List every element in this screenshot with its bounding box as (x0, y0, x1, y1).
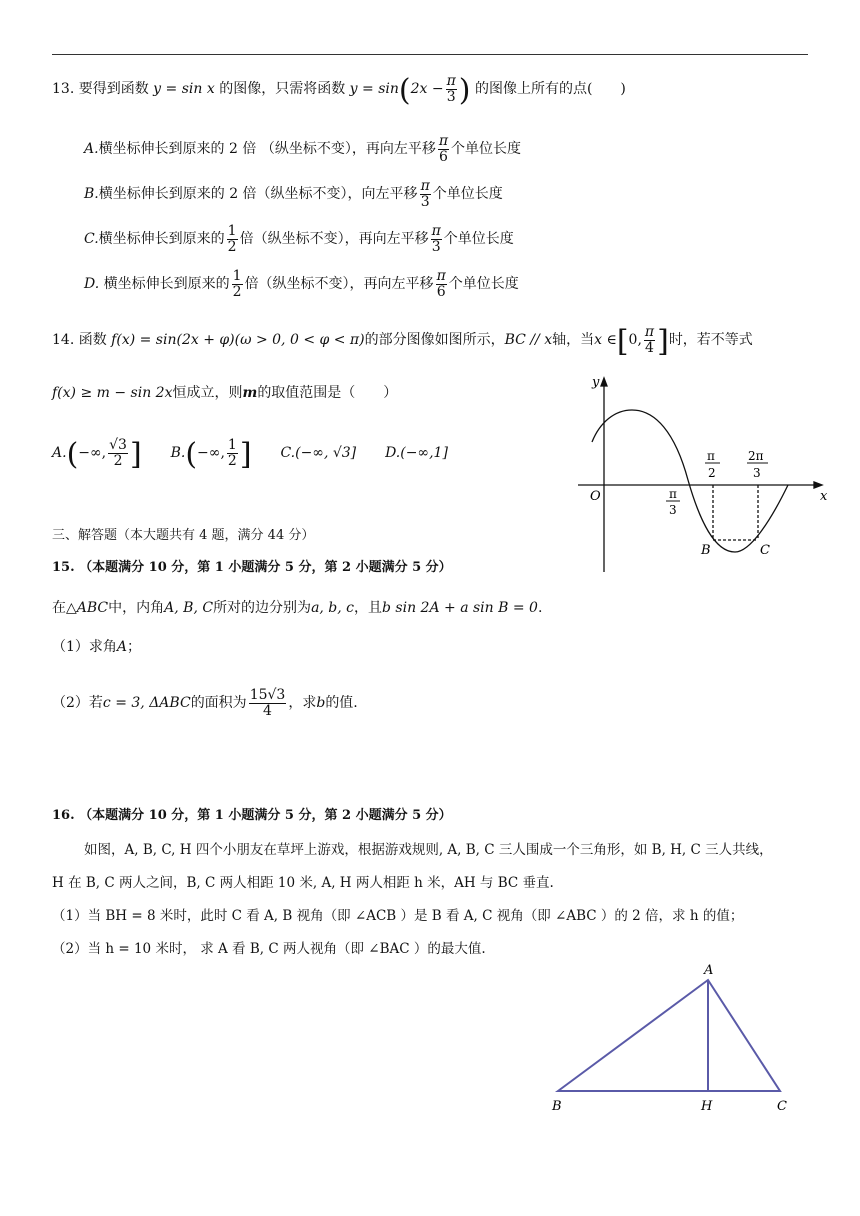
fraction-den: 2 (113, 452, 123, 469)
bracket-right: ] (239, 437, 252, 473)
option-c: C.(−∞, √3] (280, 445, 357, 462)
fraction-num: π (446, 73, 456, 89)
q13-option-b (84, 179, 503, 209)
q13-text: 要得到函数 (78, 81, 149, 98)
bracket-left: [ (616, 324, 629, 360)
tick-2pi-3-num: 2π (748, 449, 764, 463)
q14-bc: BC // x (504, 332, 553, 349)
fraction-num: √3 (109, 437, 127, 453)
option-text: 个单位长度 (451, 141, 522, 158)
bracket-right: ] (657, 324, 669, 360)
q13-text: 的图像，只需将函数 (219, 81, 346, 98)
q14-stem-line1 (52, 324, 753, 360)
q14-graph (570, 372, 840, 582)
q15-text: ； (127, 639, 142, 655)
q16-triangle-figure (548, 958, 798, 1118)
q15-text: 中，内角 (108, 600, 165, 616)
axis-y-label: y (592, 375, 600, 390)
q15-equation: b sin 2A + a sin B = 0 (382, 600, 538, 616)
fraction-den: 4 (645, 339, 654, 356)
fraction (420, 179, 431, 209)
q13-formula-1: y = sin x (153, 81, 215, 98)
option-label: B. (84, 186, 99, 203)
tick-pi-2-den: 2 (708, 466, 716, 480)
option-text: 倍（纵坐标不变），再向左平移 (244, 276, 434, 293)
option-d: D.(−∞,1] (385, 445, 448, 462)
option-text: 横坐标伸长到原来的 (99, 276, 230, 293)
q14-text: 轴，当 (552, 332, 595, 349)
fraction-num: π (436, 268, 446, 284)
fraction (108, 438, 128, 468)
option-text: 横坐标伸长到原来的 2 倍 （纵坐标不变），再向左平移 (98, 141, 436, 158)
q16-line2: H 在 B, C 两人之间，B, C 两人相距 10 米, A, H 两人相距 h 米，AH 与 BC 垂直. (52, 875, 554, 891)
q13-formula-2: y = sin (349, 81, 399, 98)
fraction (438, 134, 449, 164)
option-label: D. (84, 276, 100, 293)
tick-pi-2-num: π (707, 449, 715, 463)
q15-sides: a, b, c (311, 600, 355, 616)
q15-part2 (52, 688, 358, 718)
q13-option-d (84, 269, 519, 299)
fraction (227, 438, 238, 468)
fraction-den: 4 (263, 702, 272, 719)
fraction-den: 3 (431, 238, 441, 255)
fraction-num: 1 (232, 268, 242, 284)
vertex-c-label: C (777, 1099, 787, 1114)
q14-text: 的取值范围是（ ） (257, 385, 398, 401)
option-text: 个单位长度 (432, 186, 503, 203)
q13-text: 的图像上所有的点( ) (474, 81, 626, 98)
option-label: A. (84, 141, 99, 158)
option-text: 个单位长度 (448, 276, 519, 293)
q13-formula-2-inner: 2x − (410, 81, 444, 98)
option-text: −∞, (78, 445, 107, 462)
fraction (644, 325, 655, 355)
foot-h-label: H (701, 1099, 713, 1114)
origin-label: O (590, 489, 601, 504)
q15-condition: c = 3, ΔABC (102, 695, 191, 712)
q15-text: （1）求角 (52, 639, 117, 655)
bracket-right: ] (129, 437, 142, 473)
fraction-num: π (431, 223, 441, 239)
q15-var: b (316, 695, 326, 712)
fraction-num: 15√3 (249, 687, 286, 703)
section-title: 三、解答题（本大题共有 4 题，满分 44 分） (52, 528, 315, 543)
q16-part1: （1）当 BH = 8 米时，此时 C 看 A, B 视角（即 ∠ACB ）是 B 看 A, C 视角（即 ∠ABC ）的 2 倍，求 h 的值； (52, 908, 744, 924)
q13-stem (52, 73, 626, 109)
fraction-num: 1 (227, 223, 237, 239)
q15-triangle: △ABC (66, 600, 109, 616)
paren-left: ( (185, 437, 198, 473)
triangle-abc (558, 980, 780, 1091)
q15-stem (52, 598, 542, 618)
q15-part1 (52, 637, 141, 657)
fraction (446, 74, 457, 104)
option-text: 倍（纵坐标不变），再向左平移 (239, 231, 429, 248)
option-label: C. (84, 231, 99, 248)
q13-option-c (84, 224, 514, 254)
fraction-num: π (438, 133, 449, 149)
fraction-den: 2 (232, 283, 242, 300)
fraction-den: 3 (446, 88, 456, 105)
q14-domain: x ∈ (594, 332, 617, 349)
q15-text: 在 (52, 600, 66, 616)
q15-text: 所对的边分别为 (213, 600, 312, 616)
x-axis-arrow (814, 482, 822, 488)
q15-text: 的值. (325, 695, 358, 712)
point-b-label: B (701, 543, 711, 558)
q15-text: ，求 (288, 695, 317, 712)
fraction-num: π (644, 324, 655, 340)
q14-inequality: f(x) ≥ m − sin 2x (52, 385, 173, 401)
q14-number: 14. (52, 332, 75, 349)
option-text: −∞, (197, 445, 225, 462)
fraction (232, 269, 243, 299)
q16-heading: 16. （本题满分 10 分，第 1 小题满分 5 分，第 2 小题满分 5 分） (52, 808, 452, 823)
fraction-den: 2 (227, 452, 237, 469)
q16-line1: 如图，A, B, C, H 四个小朋友在草坪上游戏，根据游戏规则, A, B, C 三人围成一个三角形，如 B, H, C 三人共线， (84, 842, 773, 858)
fraction (431, 224, 442, 254)
q15-text: （2）若 (52, 695, 103, 712)
q14-zero: 0, (628, 332, 642, 349)
option-text: 横坐标伸长到原来的 2 倍（纵坐标不变），向左平移 (98, 186, 418, 203)
option-text: 横坐标伸长到原来的 (98, 231, 225, 248)
fraction-den: 3 (420, 193, 430, 210)
axis-x-label: x (820, 489, 828, 504)
q14-m: m (242, 385, 258, 401)
fraction (227, 224, 238, 254)
vertex-b-label: B (552, 1099, 562, 1114)
fraction-num: 1 (227, 437, 237, 453)
fraction-den: 6 (436, 283, 446, 300)
fraction-den: 6 (438, 148, 448, 165)
q16-part2: （2）当 h = 10 米时， 求 A 看 B, C 两人视角（即 ∠BAC ）的最大值. (52, 941, 486, 957)
fraction-num: π (420, 178, 430, 194)
paren-right: ) (458, 73, 471, 109)
paren-left: ( (398, 73, 411, 109)
q15-angles: A, B, C (164, 600, 214, 616)
paren-left: ( (66, 437, 79, 473)
header-rule (52, 54, 808, 55)
option-text: 个单位长度 (443, 231, 514, 248)
q15-text: ，且 (354, 600, 383, 616)
q13-option-a (84, 134, 521, 164)
point-c-label: C (760, 543, 770, 558)
q15-text: . (537, 600, 543, 616)
q14-text: 的部分图像如图所示， (364, 332, 505, 349)
tick-2pi-3-den: 3 (753, 466, 761, 480)
q14-text: 恒成立，则 (172, 385, 243, 401)
y-axis-arrow (601, 378, 607, 386)
fraction (436, 269, 447, 299)
q13-number: 13. (52, 81, 75, 98)
q15-text: 的面积为 (190, 695, 247, 712)
option-label: A. (52, 445, 67, 462)
tick-pi-3-num: π (669, 487, 677, 501)
tick-pi-3-den: 3 (669, 503, 677, 517)
q14-function: f(x) = sin(2x + φ)(ω > 0, 0 < φ < π) (111, 332, 365, 349)
q14-stem-line2 (52, 383, 397, 403)
q14-options (52, 437, 448, 473)
option-label: B. (170, 445, 186, 462)
q15-var: A (116, 639, 128, 655)
fraction (249, 688, 287, 718)
q15-heading: 15. （本题满分 10 分，第 1 小题满分 5 分，第 2 小题满分 5 分） (52, 560, 452, 575)
fraction-den: 2 (227, 238, 237, 255)
vertex-a-label: A (704, 963, 714, 978)
q14-text: 时，若不等式 (668, 332, 753, 349)
q14-text: 函数 (78, 332, 107, 349)
